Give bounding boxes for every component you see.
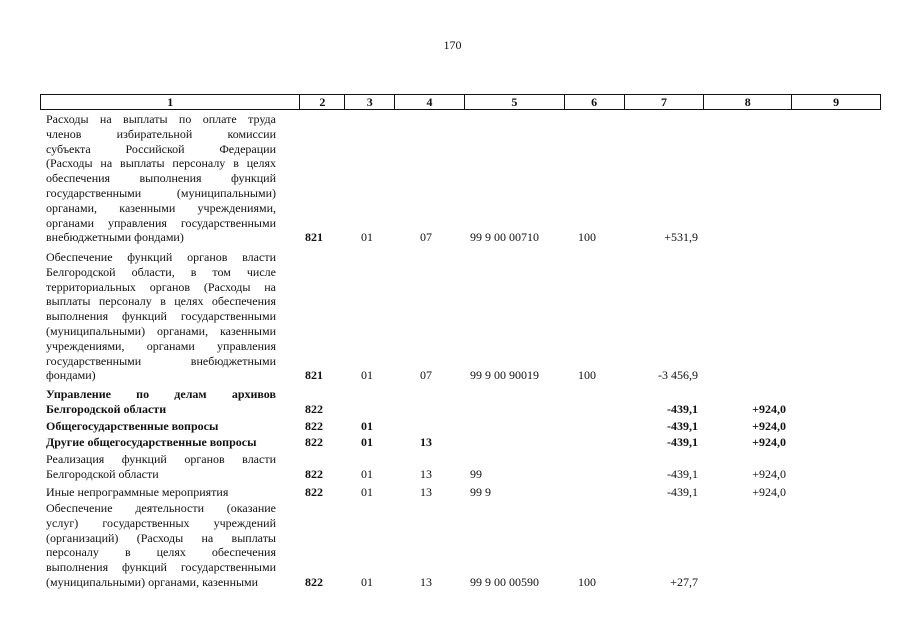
row-name	[46, 485, 276, 500]
row-cell-c3: 01	[361, 368, 373, 383]
row-name-line: выполнения функций государственными	[46, 560, 276, 575]
row-name-line: членов избирательной комиссии	[46, 126, 276, 141]
row-name-line: выплаты персоналу в целях обеспечения	[46, 294, 276, 309]
row-cell-c2: 822	[305, 435, 323, 449]
row-cell-c7: -439,1	[667, 466, 698, 481]
row-name-line: (Расходы на выплаты персоналу в целях	[46, 156, 276, 171]
header-col-7: 7	[625, 95, 705, 109]
row-name-line: (организаций) (Расходы на выплаты	[46, 530, 276, 545]
row-name-line: государственными внебюджетными	[46, 353, 276, 368]
header-col-4: 4	[395, 95, 465, 109]
row-name	[46, 112, 276, 245]
row-cell-c2: 821	[305, 368, 323, 383]
row-cell-c3: 01	[361, 575, 373, 589]
row-cell-c6: 100	[578, 230, 596, 245]
row-cell-c8: +924,0	[752, 485, 786, 499]
row-cell-c4: 07	[420, 230, 432, 245]
row-name-line: фондами)	[46, 368, 96, 383]
row-name	[46, 387, 276, 417]
row-name-line: государственными (муниципальными)	[46, 185, 276, 200]
row-name-line: учреждениями, органами управления	[46, 338, 276, 353]
row-cell-c6: 100	[578, 368, 596, 383]
row-cell-c4: 07	[420, 368, 432, 383]
row-cell-c4: 13	[420, 485, 432, 499]
row-cell-c5: 99 9 00 00590	[470, 575, 539, 589]
header-col-5: 5	[465, 95, 565, 109]
row-name	[46, 419, 276, 434]
row-cell-c3: 01	[361, 419, 373, 433]
row-cell-c8: +924,0	[752, 466, 786, 481]
row-name-line: Обеспечение функций органов власти	[46, 250, 276, 264]
row-cell-c2: 822	[305, 466, 323, 481]
row-name	[46, 452, 276, 482]
row-name-line: (муниципальными) органами, казенными	[46, 574, 259, 589]
header-col-8: 8	[704, 95, 792, 109]
row-name-line: внебюджетными фондами)	[46, 230, 184, 245]
row-cell-c4: 13	[420, 466, 432, 481]
row-name-line: услуг) государственных учреждений	[46, 515, 276, 530]
row-cell-c2: 822	[305, 575, 323, 589]
row-cell-c2: 822	[305, 419, 323, 433]
row-name-line: органами управления государственными	[46, 215, 276, 230]
row-name-line: Реализация функций органов власти	[46, 452, 276, 466]
row-name	[46, 435, 276, 450]
row-cell-c3: 01	[361, 485, 373, 499]
row-name-line: персоналу в целях обеспечения	[46, 545, 276, 560]
table-header	[40, 94, 881, 110]
row-cell-c2: 821	[305, 230, 323, 245]
row-cell-c6: 100	[578, 575, 596, 589]
page-number: 170	[443, 38, 462, 52]
row-cell-c5: 99 9 00 90019	[470, 368, 539, 383]
row-name-line: Другие общегосударственные вопросы	[46, 435, 257, 449]
header-col-3: 3	[345, 95, 395, 109]
row-cell-c7: -439,1	[667, 419, 698, 433]
row-name-line: Расходы на выплаты по оплате труда	[46, 112, 276, 126]
row-cell-c7: -439,1	[667, 435, 698, 449]
row-cell-c7: -439,1	[667, 485, 698, 499]
header-col-1: 1	[41, 95, 300, 109]
header-col-2: 2	[300, 95, 345, 109]
row-cell-c3: 01	[361, 466, 373, 481]
row-cell-c8: +924,0	[752, 401, 786, 416]
row-name-line: обеспечения выполнения функций	[46, 171, 276, 186]
row-cell-c8: +924,0	[752, 435, 786, 449]
row-name	[46, 250, 276, 383]
row-cell-c5: 99 9 00 00710	[470, 230, 539, 245]
row-name-line: Общегосударственные вопросы	[46, 419, 219, 433]
row-cell-c7: -3 456,9	[658, 368, 698, 383]
row-cell-c7: +531,9	[664, 230, 698, 245]
row-name-line: органами, казенными учреждениями,	[46, 200, 276, 215]
row-name-line: Управление по делам архивов	[46, 387, 276, 401]
row-cell-c5: 99	[470, 466, 482, 481]
row-name-line: Обеспечение деятельности (оказание	[46, 501, 276, 515]
row-name-line: Белгородской области	[46, 466, 159, 481]
row-cell-c5: 99 9	[470, 485, 491, 499]
row-name-line: территориальных органов (Расходы на	[46, 279, 276, 294]
row-cell-c2: 822	[305, 401, 323, 416]
row-name-line: Иные непрограммные мероприятия	[46, 485, 229, 499]
row-name-line: Белгородской области, в том числе	[46, 264, 276, 279]
row-cell-c4: 13	[420, 575, 432, 589]
row-name-line: Белгородской области	[46, 401, 167, 416]
row-cell-c8: +924,0	[752, 419, 786, 433]
row-name	[46, 501, 276, 590]
header-col-6: 6	[565, 95, 625, 109]
row-cell-c7: -439,1	[667, 401, 698, 416]
row-name-line: выполнения функций государственными	[46, 309, 276, 324]
row-name-line: (муниципальными) органами, казенными	[46, 323, 276, 338]
row-cell-c7: +27,7	[670, 575, 698, 589]
row-cell-c3: 01	[361, 230, 373, 245]
header-col-9: 9	[833, 95, 840, 109]
row-cell-c4: 13	[420, 435, 432, 449]
row-cell-c2: 822	[305, 485, 323, 499]
row-cell-c3: 01	[361, 435, 373, 449]
row-name-line: субъекта Российской Федерации	[46, 141, 276, 156]
